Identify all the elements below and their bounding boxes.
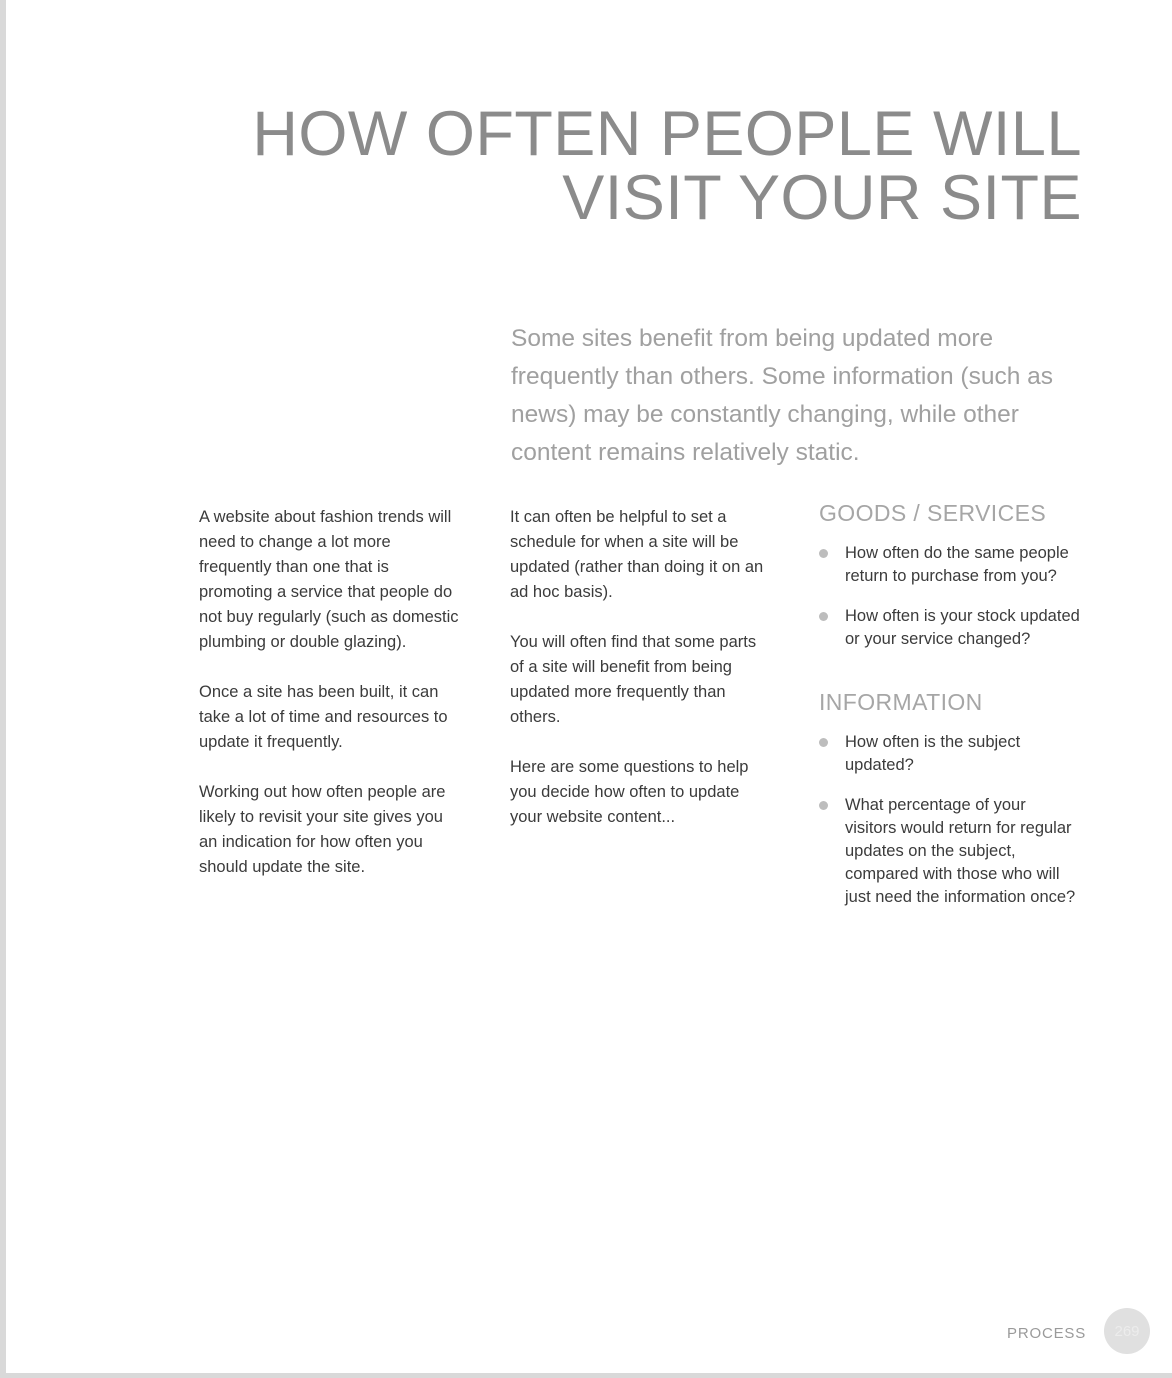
bullet-dot-icon [819,549,828,558]
question-list-goods-services [819,542,1081,651]
paragraph: Once a site has been built, it can take a lot of time and resources to update it frequently. [199,683,448,751]
bullet-dot-icon [819,738,828,747]
page-title-line-1: HOW OFTEN PEOPLE WILL [252,99,1082,170]
page-number-badge: 269 [1104,1308,1150,1354]
list-item-text: What percentage of your visitors would return for regular updates on the subject, compared with those who will just need the information once? [845,796,1076,906]
list-item [819,542,1081,588]
body-column-right [819,498,1081,909]
footer-section-label: PROCESS [1007,1325,1086,1342]
page-edge-left [0,0,6,1378]
bullet-dot-icon [819,612,828,621]
question-list-information [819,731,1081,909]
page-title [92,99,1082,234]
list-item-text: How often is your stock updated or your service changed? [845,607,1080,648]
paragraph: A website about fashion trends will need to change a lot more frequently than one that is promoting a service that people do not buy regularly (such as domestic plumbing or double glazing). [199,508,459,651]
list-item-text: How often do the same people return to purchase from you? [845,544,1069,585]
list-item [819,794,1081,909]
paragraph: It can often be helpful to set a schedule for when a site will be updated (rather than doing it on an ad hoc basis). [510,508,764,601]
list-item [819,605,1081,651]
section-heading-information: INFORMATION [819,689,983,715]
section-heading-goods-services: GOODS / SERVICES [819,500,1047,526]
body-column-left [199,505,462,880]
paragraph: Working out how often people are likely to revisit your site gives you an indication for how often you should update the site. [199,783,446,876]
list-item [819,731,1081,777]
body-column-middle [510,505,772,830]
page-title-line-2: VISIT YOUR SITE [562,163,1082,234]
bullet-dot-icon [819,801,828,810]
paragraph: Here are some questions to help you decide how often to update your website content... [510,758,749,826]
list-item-text: How often is the subject updated? [845,733,1021,774]
paragraph: You will often find that some parts of a site will benefit from being updated more frequently than others. [510,633,757,726]
intro-paragraph: Some sites benefit from being updated more frequently than others. Some information (such as news) may be constantly changing, while other content remains relatively static. [511,325,1054,466]
page-edge-bottom [0,1373,1172,1378]
